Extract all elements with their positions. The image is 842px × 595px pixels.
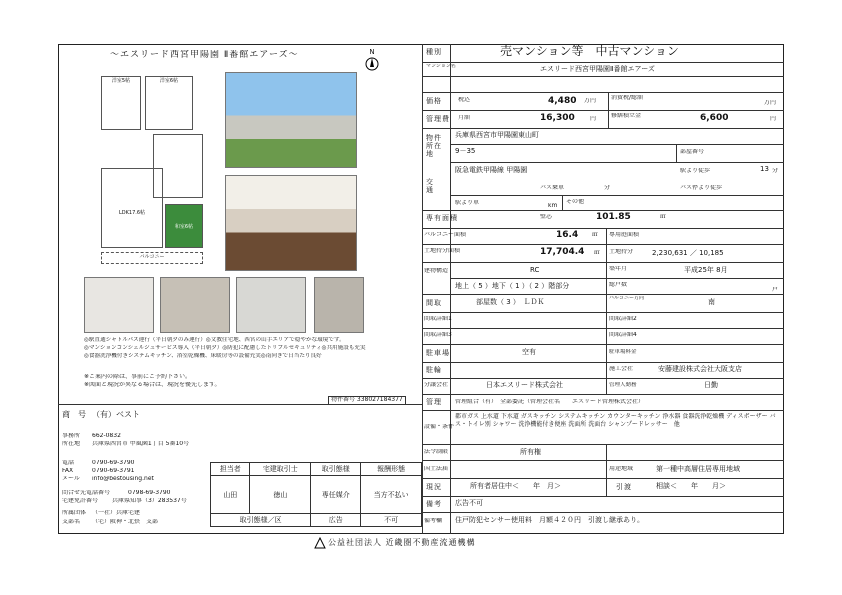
- land-value: 17,704.4: [540, 247, 585, 257]
- note-line: ※図面と現況が異なる場合は、現況を優先します。: [84, 382, 221, 388]
- row-line: [422, 210, 784, 211]
- feature-line: ◎駅直通シャトルバス運行（平日朝夕のみ運行）◎文教住宅地、西宮の山手エリアで穏やかな環境です。: [84, 337, 345, 343]
- row-line: [422, 496, 784, 497]
- note-line: ※ご案内の際は、事前にご予約下さい。: [84, 374, 192, 380]
- staff-header: 宅建取引士: [250, 463, 311, 476]
- mgmt-label: 管理: [426, 398, 442, 406]
- branch-label: 支部名: [62, 519, 81, 525]
- room-label: 洋室6帖: [159, 78, 179, 84]
- staff-value: 徳山: [250, 476, 311, 514]
- use-label: 用途地域: [609, 466, 634, 472]
- col-line: [562, 195, 563, 210]
- office-label: 事務所: [62, 433, 81, 439]
- kanri-sub: 月額: [458, 115, 471, 121]
- structure-label: 建物構造: [424, 268, 449, 274]
- seller-label: 分譲会社: [424, 382, 449, 388]
- company-name: （有）ベスト: [92, 410, 140, 419]
- bike-label: 駐輪: [426, 366, 442, 374]
- room-label: 和室6帖: [174, 224, 194, 230]
- row-line: [422, 294, 784, 295]
- location-line2: 9－35: [455, 147, 476, 155]
- tax-label: 消費税/総額: [611, 95, 644, 101]
- mail-label: メール: [62, 476, 80, 482]
- builder-label: 施工会社: [609, 366, 634, 372]
- walk-value: 13: [760, 165, 769, 173]
- shogo-label: 商 号: [62, 410, 86, 419]
- room-western-1: [101, 76, 141, 130]
- detail1-label: 間取詳細1: [424, 316, 452, 322]
- row-line: [422, 262, 784, 263]
- type-value: 売マンション等 中古マンション: [500, 45, 679, 58]
- price-unit: 万円: [584, 98, 597, 104]
- transit-label: 交通: [426, 178, 434, 195]
- garden-label: 専用庭面積: [609, 232, 640, 238]
- area-sub: 壁芯: [540, 214, 553, 220]
- room-label: 洋室5帖: [111, 78, 131, 84]
- station: 阪急電鉄甲陽線 甲陽園: [455, 166, 528, 174]
- room-ldk: [101, 168, 163, 248]
- bath-photo: [236, 277, 306, 333]
- row-line: [422, 328, 784, 329]
- area-label: 専有面積: [426, 214, 458, 222]
- col-line: [606, 228, 607, 262]
- bus-walk-label: バス停より徒歩: [680, 185, 723, 191]
- name-label: マンション名: [426, 64, 456, 69]
- balcony-unit: ㎡: [592, 232, 599, 238]
- row-line: [450, 144, 784, 145]
- staff-header: 取引態様: [311, 463, 361, 476]
- address: 兵庫県西宮市 甲風園1丁目 5番10号: [92, 441, 190, 447]
- balcony-direction: 南: [708, 298, 715, 306]
- staff-value: 専任媒介: [311, 476, 361, 514]
- row-line: [422, 228, 784, 229]
- built-label: 築年月: [609, 266, 628, 272]
- row-line: [422, 312, 784, 313]
- kanri-label: 管理費: [426, 115, 450, 123]
- area-unit: ㎡: [660, 214, 667, 220]
- kanri-unit: 円: [590, 116, 597, 122]
- row-line: [422, 362, 784, 363]
- staff-value: 当方不払い: [361, 476, 422, 514]
- car-unit: km: [548, 203, 558, 209]
- type-label: 種別: [426, 48, 442, 56]
- assoc-label: 所属団体: [62, 510, 87, 516]
- price-value: 4,480: [548, 96, 577, 106]
- row-line: [422, 478, 784, 479]
- mail-link[interactable]: info@bestousing.net: [92, 476, 154, 482]
- property-title: ～エスリード西宮甲陽園 Ⅱ番館エアーズ～: [110, 50, 299, 60]
- remarks-label: 備考欄: [424, 518, 443, 524]
- fax-label: FAX: [62, 468, 74, 474]
- balcony: [101, 252, 203, 264]
- tel-label: 電話: [62, 460, 75, 466]
- ad-value: 広告不可: [455, 499, 483, 507]
- handover-value: 相談＜ 年 月＞: [656, 482, 726, 490]
- trader-number: 物件番号 338027184377: [328, 396, 406, 405]
- detail2-label: 間取詳細2: [609, 316, 637, 322]
- toilet-photo: [160, 277, 230, 333]
- organization-logo-icon: [314, 537, 326, 549]
- equipment-list: 都市ガス 上水道 下水道 ガスキッチン システムキッチン カウンターキッチン 浄水器 食器洗浄乾燥機 ディスポーザー バス・トイレ別 シャワー 洗浄機能付き便座 洗面所 洗面台 シャンプードレッサー 他: [455, 413, 776, 429]
- kanri-value: 16,300: [540, 113, 575, 123]
- car-label: 駅より車: [455, 200, 480, 206]
- layout-label: 間取: [426, 299, 442, 307]
- status-value: 所有者居住中＜ 年 月＞: [470, 482, 561, 490]
- floors: 地上（ 5 ）地下（ 1 ）（ 2 ）階部分: [455, 282, 570, 290]
- row-line: [422, 344, 784, 345]
- row-line: [422, 460, 784, 461]
- assoc: （一社）兵庫宅建: [92, 510, 141, 516]
- row-line: [422, 410, 784, 411]
- other-label: その他: [566, 199, 585, 205]
- walk-label: 駅より徒歩: [680, 168, 711, 174]
- exterior-photo: [225, 72, 357, 168]
- col-line: [606, 344, 607, 394]
- row-line: [422, 62, 784, 63]
- col-line: [676, 144, 677, 162]
- structure-value: RC: [530, 266, 540, 274]
- reg-number: 兵庫県知事（3）283537号: [112, 498, 187, 504]
- floorplan: [93, 68, 211, 268]
- row-line: [422, 378, 784, 379]
- location-label: 物件所在地: [426, 134, 442, 159]
- land-share-label: 土地持分: [609, 249, 634, 255]
- balcony-dir-label: バルコニー方向: [609, 296, 645, 301]
- area-value: 101.85: [596, 212, 631, 222]
- land-label: 土地持分面積: [424, 248, 461, 254]
- row-line: [422, 92, 784, 93]
- walk-unit: 分: [772, 168, 779, 174]
- row-line: [422, 76, 784, 77]
- manager-label: 管理人勤務: [609, 382, 637, 388]
- row-line: [450, 162, 784, 163]
- law-value: 所有権: [520, 448, 541, 456]
- built-value: 平成25年 8月: [684, 266, 728, 274]
- use-value: 第一種中高層住居専用地域: [656, 465, 740, 473]
- equip-label: 設備・条件: [424, 424, 455, 430]
- row-line: [422, 512, 784, 513]
- tel: 0790-69-3790: [92, 460, 135, 466]
- col-line: [606, 444, 607, 496]
- staff-header: 担当者: [211, 463, 250, 476]
- address-label: 所在地: [62, 441, 81, 447]
- bus-label: バス乗車: [540, 185, 565, 191]
- shuzen-label: 修繕積立金: [611, 113, 642, 119]
- row-line: [422, 244, 784, 245]
- ad-label: 備考: [426, 500, 442, 508]
- kitchen-photo: [84, 277, 154, 333]
- total-units-label: 総戸数: [609, 282, 628, 288]
- bus-unit: 分: [604, 185, 611, 191]
- footer-organization: 公益社団法人 近畿圏不動産流通機構: [328, 538, 476, 547]
- land-share-value: 2,230,631 ／ 10,185: [652, 249, 724, 257]
- inquiry-label: 問合せ先電話番号: [62, 490, 111, 496]
- remark-label: 取引態様／区: [211, 514, 311, 527]
- row-line: [422, 128, 784, 129]
- city-label: 国土法届: [424, 466, 449, 472]
- room-no-label: 部屋番号: [680, 149, 705, 155]
- row-line: [422, 394, 784, 395]
- seller-value: 日本エスリード株式会社: [486, 381, 563, 389]
- status-label: 現況: [426, 483, 442, 491]
- balcony-value: 16.4: [556, 230, 579, 240]
- shuzen-unit: 円: [770, 116, 777, 122]
- layout-value: 部屋数（ 3 ） ＬＤＫ: [476, 298, 545, 306]
- handover-label: 引渡: [616, 483, 632, 491]
- staff-header: 報酬形態: [361, 463, 422, 476]
- staff-table: [210, 462, 422, 527]
- row-line: [422, 444, 784, 445]
- ad-label: 広告: [311, 514, 361, 527]
- price-sub: 税込: [458, 97, 471, 103]
- parking-fee-label: 駐車場料金: [609, 349, 637, 355]
- remarks-value: 住戸防犯センサー使用料 月額４２０円 引渡し継承あり。: [455, 516, 644, 524]
- manager-value: 日勤: [704, 381, 718, 389]
- inquiry-tel: 0798-69-3790: [128, 490, 171, 496]
- ad-value: 不可: [361, 514, 422, 527]
- row-line: [450, 195, 784, 196]
- col-line: [608, 92, 609, 128]
- builder-value: 安藤建設株式会社大阪支店: [658, 365, 742, 373]
- postal-code: 662-0832: [92, 433, 121, 439]
- balcony-label: バルコニー: [139, 254, 165, 260]
- tax-unit: 万円: [764, 100, 777, 106]
- room-japanese: [165, 204, 203, 248]
- parking-label: 駐車場: [426, 349, 450, 357]
- feature-line: ◎マンションコンシェルジュサービス導入（平日朝夕）◎防犯に配慮したトリプルセキュリティ◎共用施設も充実: [84, 345, 366, 351]
- law-label: 法令制限: [424, 449, 449, 455]
- compass-icon: [364, 56, 380, 72]
- location-line1: 兵庫県西宮市甲陽園東山町: [455, 131, 539, 139]
- name-value: エスリード西宮甲陽園Ⅱ番館エアーズ: [540, 65, 655, 73]
- row-line: [450, 278, 784, 279]
- detail3-label: 間取詳細3: [424, 332, 452, 338]
- shuzen-value: 6,600: [700, 113, 729, 123]
- total-units-unit: 戸: [772, 287, 779, 293]
- feature-line: ◎食器洗浄機付きシステムキッチン、浴室乾燥機、床暖房等の設備充実◎南向きで日当たり良好: [84, 353, 322, 359]
- row-line: [422, 110, 784, 111]
- reg-label: 宅建免許番号: [62, 498, 99, 504]
- balcony-label: バルコニー面積: [424, 232, 467, 238]
- parking-value: 空有: [522, 348, 536, 356]
- fax: 0790-69-3791: [92, 468, 135, 474]
- compass-label: N: [369, 48, 375, 56]
- room-western-2: [145, 76, 193, 130]
- interior-photo: [225, 175, 357, 271]
- room-label: LDK17.6帖: [118, 210, 146, 216]
- col-line: [606, 294, 607, 344]
- mgmt-value: 管理組合（有） 全部委託（管理会社名 エスリード管理株式会社）: [455, 399, 645, 405]
- vanity-photo: [314, 277, 364, 333]
- staff-value: 山田: [211, 476, 250, 514]
- detail4-label: 間取詳細4: [609, 332, 637, 338]
- price-label: 価格: [426, 97, 442, 105]
- branch: （宅）阪神・北摂 支部: [92, 519, 159, 525]
- land-unit: ㎡: [594, 250, 601, 256]
